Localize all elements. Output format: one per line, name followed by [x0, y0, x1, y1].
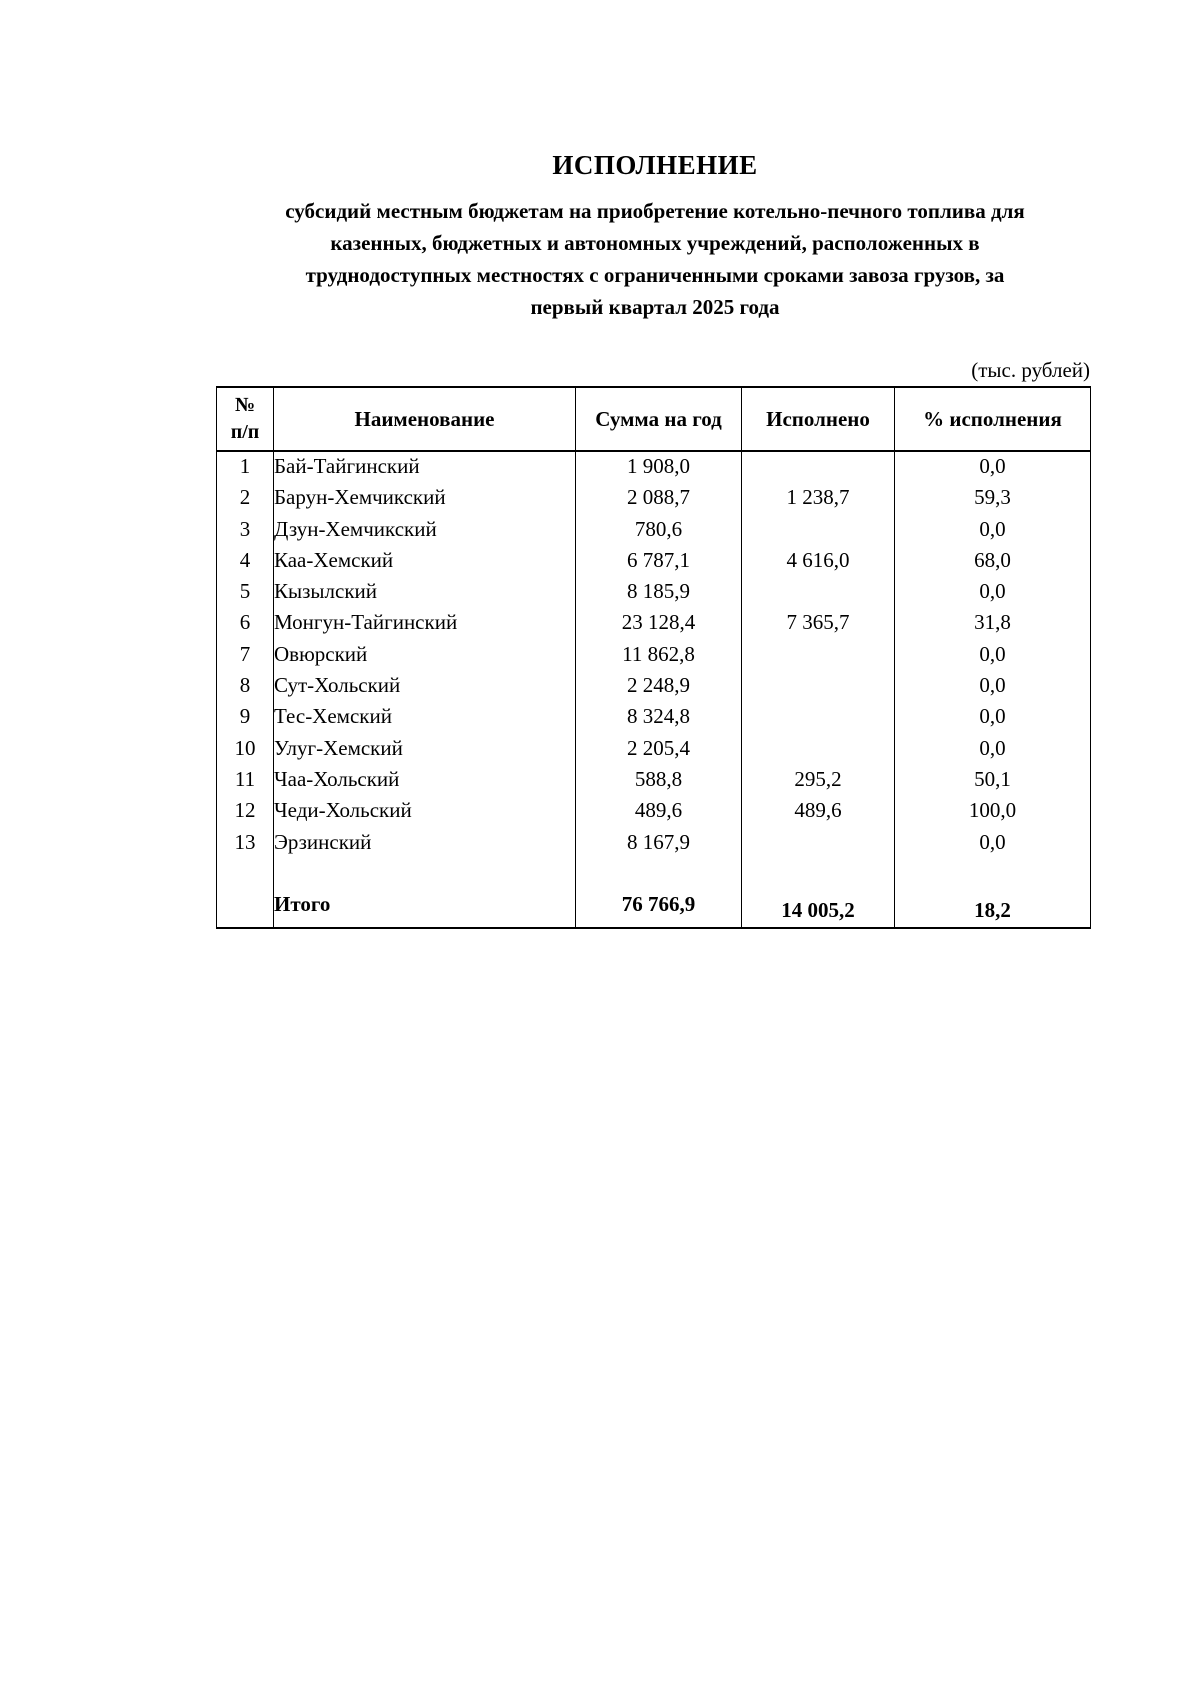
row-percent: 100,0 [895, 796, 1091, 827]
row-name: Тес-Хемский [274, 702, 576, 733]
row-name: Бай-Тайгинский [274, 451, 576, 483]
row-number: 2 [217, 483, 274, 514]
header-number [217, 387, 274, 451]
row-executed: 1 238,7 [742, 483, 895, 514]
row-executed [742, 577, 895, 608]
row-number: 5 [217, 577, 274, 608]
row-name: Чеди-Хольский [274, 796, 576, 827]
row-name: Овюрский [274, 640, 576, 671]
row-executed [742, 451, 895, 483]
row-percent: 50,1 [895, 765, 1091, 796]
row-percent: 0,0 [895, 702, 1091, 733]
row-percent: 0,0 [895, 671, 1091, 702]
row-percent: 59,3 [895, 483, 1091, 514]
table-row [217, 577, 1091, 608]
row-percent: 0,0 [895, 828, 1091, 859]
header-name: Наименование [274, 387, 576, 451]
row-executed [742, 734, 895, 765]
row-name: Улуг-Хемский [274, 734, 576, 765]
row-percent: 68,0 [895, 546, 1091, 577]
table-row [217, 796, 1091, 827]
row-year-sum: 2 248,9 [576, 671, 742, 702]
total-percent: 18,2 [895, 890, 1091, 928]
row-name: Чаа-Хольский [274, 765, 576, 796]
subtitle-line: первый квартал 2025 года [530, 295, 780, 319]
table-spacer-row [217, 859, 1091, 890]
spacer-cell [576, 859, 742, 890]
table-row [217, 515, 1091, 546]
row-executed: 295,2 [742, 765, 895, 796]
row-percent: 31,8 [895, 608, 1091, 639]
row-year-sum: 489,6 [576, 796, 742, 827]
spacer-cell [217, 859, 274, 890]
row-percent: 0,0 [895, 640, 1091, 671]
row-percent: 0,0 [895, 515, 1091, 546]
table-row [217, 546, 1091, 577]
row-executed [742, 702, 895, 733]
row-number: 1 [217, 451, 274, 483]
header-percent: % исполнения [895, 387, 1091, 451]
subtitle-line: казенных, бюджетных и автономных учреждений, расположенных в [330, 231, 980, 255]
row-year-sum: 8 185,9 [576, 577, 742, 608]
spacer-cell [742, 859, 895, 890]
spacer-cell [895, 859, 1091, 890]
row-number: 13 [217, 828, 274, 859]
document-subtitle [200, 195, 1110, 323]
table-header-row [217, 387, 1091, 451]
header-year-sum: Сумма на год [576, 387, 742, 451]
row-number: 6 [217, 608, 274, 639]
row-percent: 0,0 [895, 734, 1091, 765]
row-executed [742, 828, 895, 859]
row-percent: 0,0 [895, 577, 1091, 608]
row-year-sum: 11 862,8 [576, 640, 742, 671]
document-title: ИСПОЛНЕНИЕ [552, 150, 758, 180]
row-year-sum: 8 167,9 [576, 828, 742, 859]
row-number: 4 [217, 546, 274, 577]
subsidy-execution-table [216, 386, 1091, 929]
table-row [217, 451, 1091, 483]
table-row [217, 640, 1091, 671]
total-label: Итого [274, 890, 576, 928]
row-number: 8 [217, 671, 274, 702]
table-row [217, 765, 1091, 796]
row-number: 10 [217, 734, 274, 765]
row-year-sum: 8 324,8 [576, 702, 742, 733]
table-row [217, 734, 1091, 765]
row-name: Барун-Хемчикский [274, 483, 576, 514]
row-executed: 4 616,0 [742, 546, 895, 577]
row-executed: 7 365,7 [742, 608, 895, 639]
total-year-sum: 76 766,9 [576, 890, 742, 928]
row-number: 12 [217, 796, 274, 827]
row-executed: 489,6 [742, 796, 895, 827]
table-row [217, 483, 1091, 514]
row-name: Дзун-Хемчикский [274, 515, 576, 546]
row-year-sum: 23 128,4 [576, 608, 742, 639]
row-executed [742, 640, 895, 671]
row-name: Эрзинский [274, 828, 576, 859]
row-year-sum: 1 908,0 [576, 451, 742, 483]
row-percent: 0,0 [895, 451, 1091, 483]
spacer-cell [274, 859, 576, 890]
row-number: 11 [217, 765, 274, 796]
row-year-sum: 6 787,1 [576, 546, 742, 577]
row-year-sum: 780,6 [576, 515, 742, 546]
total-number [217, 890, 274, 928]
row-number: 3 [217, 515, 274, 546]
subtitle-line: субсидий местным бюджетам на приобретение котельно-печного топлива для [285, 199, 1025, 223]
header-number-abbr: п/п [230, 421, 260, 443]
table-row [217, 828, 1091, 859]
units-label: (тыс. рублей) [971, 358, 1090, 382]
header-number-sign: № [234, 394, 256, 416]
row-name: Монгун-Тайгинский [274, 608, 576, 639]
row-name: Сут-Хольский [274, 671, 576, 702]
table-row [217, 702, 1091, 733]
row-number: 9 [217, 702, 274, 733]
table-total-row [217, 890, 1091, 928]
row-year-sum: 588,8 [576, 765, 742, 796]
row-name: Кызылский [274, 577, 576, 608]
header-executed: Исполнено [742, 387, 895, 451]
total-executed: 14 005,2 [742, 890, 895, 928]
subtitle-line: труднодоступных местностях с ограниченными сроками завоза грузов, за [305, 263, 1005, 287]
row-executed [742, 671, 895, 702]
row-executed [742, 515, 895, 546]
table-row [217, 671, 1091, 702]
row-name: Каа-Хемский [274, 546, 576, 577]
table-row [217, 608, 1091, 639]
row-year-sum: 2 088,7 [576, 483, 742, 514]
row-number: 7 [217, 640, 274, 671]
row-year-sum: 2 205,4 [576, 734, 742, 765]
